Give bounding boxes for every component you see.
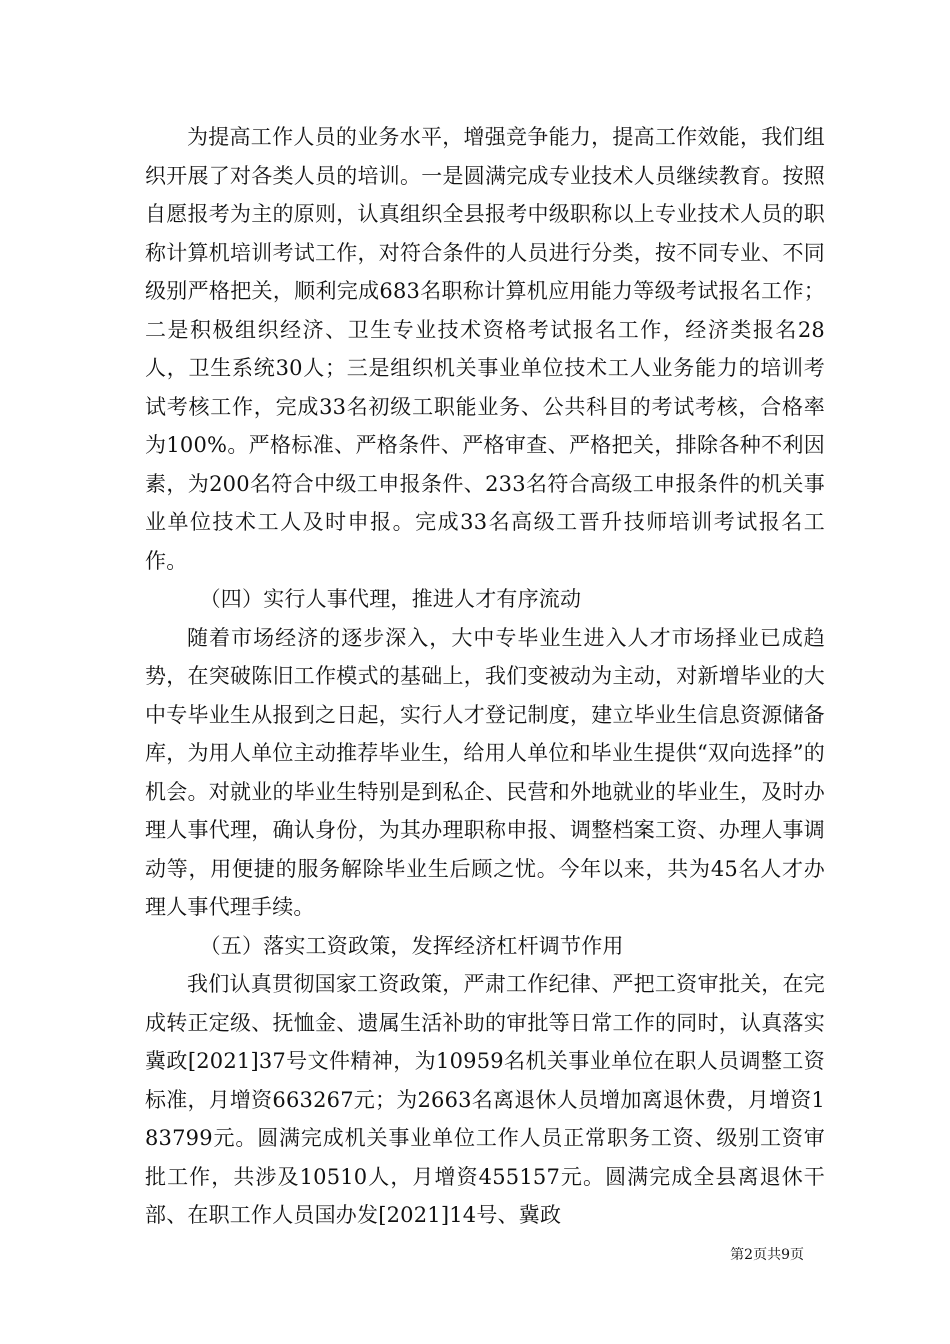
paragraph-training: 为提高工作人员的业务水平，增强竞争能力，提高工作效能，我们组织开展了对各类人员的培训。一是圆满完成专业技术人员继续教育。按照自愿报考为主的原则，认真组织全县报考中级职称以上专业技术人员的职称计算机培训考试工作，对符合条件的人员进行分类，按不同专业、不同级别严格把关，顺利完成683名职称计算机应用能力等级考试报名工作；二是积极组织经济、卫生专业技术资格考试报名工作，经济类报名28人，卫生系统30人；三是组织机关事业单位技术工人业务能力的培训考试考核工作，完成33名初级工职能业务、公共科目的考试考核，合格率为100%。严格标准、严格条件、严格审查、严格把关，排除各种不利因素，为200名符合中级工申报条件、233名符合高级工申报条件的机关事业单位技术工人及时申报。完成33名高级工晋升技师培训考试报名工作。 <box>145 125 825 573</box>
paragraph-personnel-agency: 随着市场经济的逐步深入，大中专毕业生进入人才市场择业已成趋势，在突破陈旧工作模式的基础上，我们变被动为主动，对新增毕业的大中专毕业生从报到之日起，实行人才登记制度，建立毕业生信息资源储备库，为用人单位主动推荐毕业生，给用人单位和毕业生提供“双向选择”的机会。对就业的毕业生特别是到私企、民营和外地就业的毕业生，及时办理人事代理，确认身份，为其办理职称申报、调整档案工资、办理人事调动等，用便捷的服务解除毕业生后顾之忧。今年以来，共为45名人才办理人事代理手续。 <box>145 625 825 919</box>
paragraph-salary-policy: 我们认真贯彻国家工资政策，严肃工作纪律、严把工资审批关，在完成转正定级、抚恤金、遗属生活补助的审批等日常工作的同时，认真落实冀政[2021]37号文件精神，为10959名机关事业单位在职人员调整工资标准，月增资663267元；为2663名离退休人员增加离退休费，月增资183799元。圆满完成机关事业单位工作人员正常职务工资、级别工资审批工作，共涉及10510人，月增资455157元。圆满完成全县离退休干部、在职工作人员国办发[2021]14号、冀政 <box>145 972 825 1227</box>
document-body <box>145 118 825 1235</box>
section-heading-4: （四）实行人事代理，推进人才有序流动 <box>199 587 582 611</box>
page-number-footer: 第2页共9页 <box>730 1247 804 1263</box>
section-heading-5: （五）落实工资政策，发挥经济杠杆调节作用 <box>199 933 624 958</box>
